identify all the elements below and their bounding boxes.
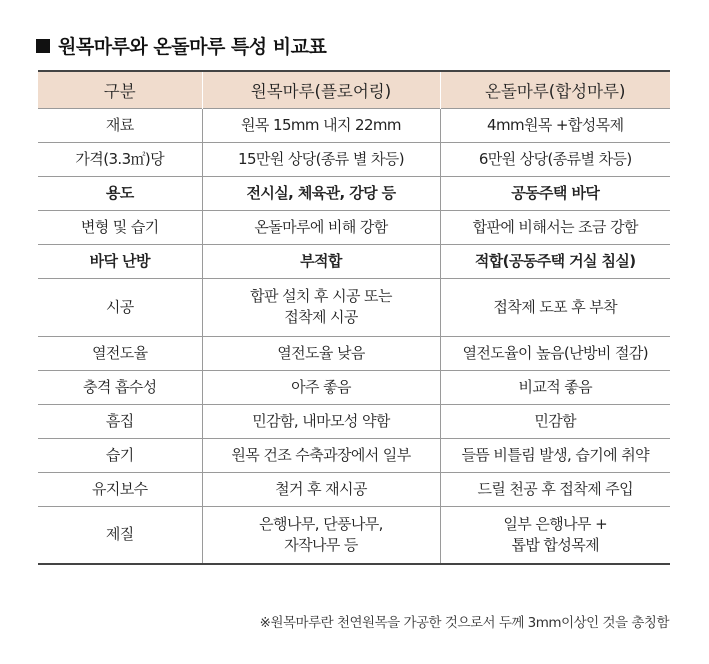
- solid-wood-cell: 아주 좋음: [202, 370, 440, 404]
- row-label: 제질: [38, 506, 202, 564]
- header-ondol-floor: 온돌마루(합성마루): [440, 71, 670, 108]
- table-row: [38, 210, 670, 244]
- ondol-cell: 공동주택 바닥: [440, 176, 670, 210]
- solid-wood-cell: 합판 설치 후 시공 또는 접착제 시공: [202, 278, 440, 336]
- ondol-cell: 4mm원목 +합성목제: [440, 108, 670, 142]
- ondol-cell: 접착제 도포 후 부착: [440, 278, 670, 336]
- ondol-cell: 비교적 좋음: [440, 370, 670, 404]
- ondol-cell: 들뜸 비틀림 발생, 습기에 취약: [440, 438, 670, 472]
- ondol-cell: 열전도율이 높음(난방비 절감): [440, 336, 670, 370]
- ondol-cell: 일부 은행나무 + 톱밥 합성목제: [440, 506, 670, 564]
- solid-wood-cell: 원목 건조 수축과장에서 일부: [202, 438, 440, 472]
- table-row: [38, 404, 670, 438]
- row-label: 열전도율: [38, 336, 202, 370]
- row-label: 충격 흡수성: [38, 370, 202, 404]
- table-row: [38, 176, 670, 210]
- row-label: 용도: [38, 176, 202, 210]
- solid-wood-cell: 열전도율 낮음: [202, 336, 440, 370]
- page-title: [36, 32, 326, 59]
- row-label: 변형 및 습기: [38, 210, 202, 244]
- title-text: 원목마루와 온돌마루 특성 비교표: [58, 36, 327, 58]
- solid-wood-cell: 부적합: [202, 244, 440, 278]
- ondol-cell: 합판에 비해서는 조금 강함: [440, 210, 670, 244]
- header-solid-wood-floor: 원목마루(플로어링): [202, 71, 440, 108]
- row-label: 재료: [38, 108, 202, 142]
- row-label: 유지보수: [38, 472, 202, 506]
- table-row: [38, 336, 670, 370]
- table-row: [38, 278, 670, 336]
- row-label: 습기: [38, 438, 202, 472]
- table-header-row: [38, 71, 670, 108]
- ondol-cell: 민감함: [440, 404, 670, 438]
- solid-wood-cell: 원목 15mm 내지 22mm: [202, 108, 440, 142]
- table-row: [38, 438, 670, 472]
- row-label: 가격(3.3㎡)당: [38, 142, 202, 176]
- table-row: [38, 244, 670, 278]
- row-label: 시공: [38, 278, 202, 336]
- table-row: [38, 506, 670, 564]
- ondol-cell: 적합(공동주택 거실 침실): [440, 244, 670, 278]
- solid-wood-cell: 은행나무, 단풍나무, 자작나무 등: [202, 506, 440, 564]
- solid-wood-cell: 15만원 상당(종류 별 차등): [202, 142, 440, 176]
- table-row: [38, 370, 670, 404]
- table-row: [38, 108, 670, 142]
- ondol-cell: 드릴 천공 후 접착제 주입: [440, 472, 670, 506]
- solid-wood-cell: 철거 후 재시공: [202, 472, 440, 506]
- solid-wood-cell: 민감함, 내마모성 약함: [202, 404, 440, 438]
- comparison-table: [38, 70, 670, 565]
- solid-wood-cell: 온돌마루에 비해 강함: [202, 210, 440, 244]
- row-label: 흠집: [38, 404, 202, 438]
- square-bullet-icon: [36, 39, 50, 53]
- header-category: 구분: [38, 71, 202, 108]
- ondol-cell: 6만원 상당(종류별 차등): [440, 142, 670, 176]
- solid-wood-cell: 전시실, 체육관, 강당 등: [202, 176, 440, 210]
- row-label: 바닥 난방: [38, 244, 202, 278]
- footnote: ※원목마루란 천연원목을 가공한 것으로서 두께 3mm이상인 것을 총칭함: [259, 615, 669, 631]
- table-row: [38, 472, 670, 506]
- table-row: [38, 142, 670, 176]
